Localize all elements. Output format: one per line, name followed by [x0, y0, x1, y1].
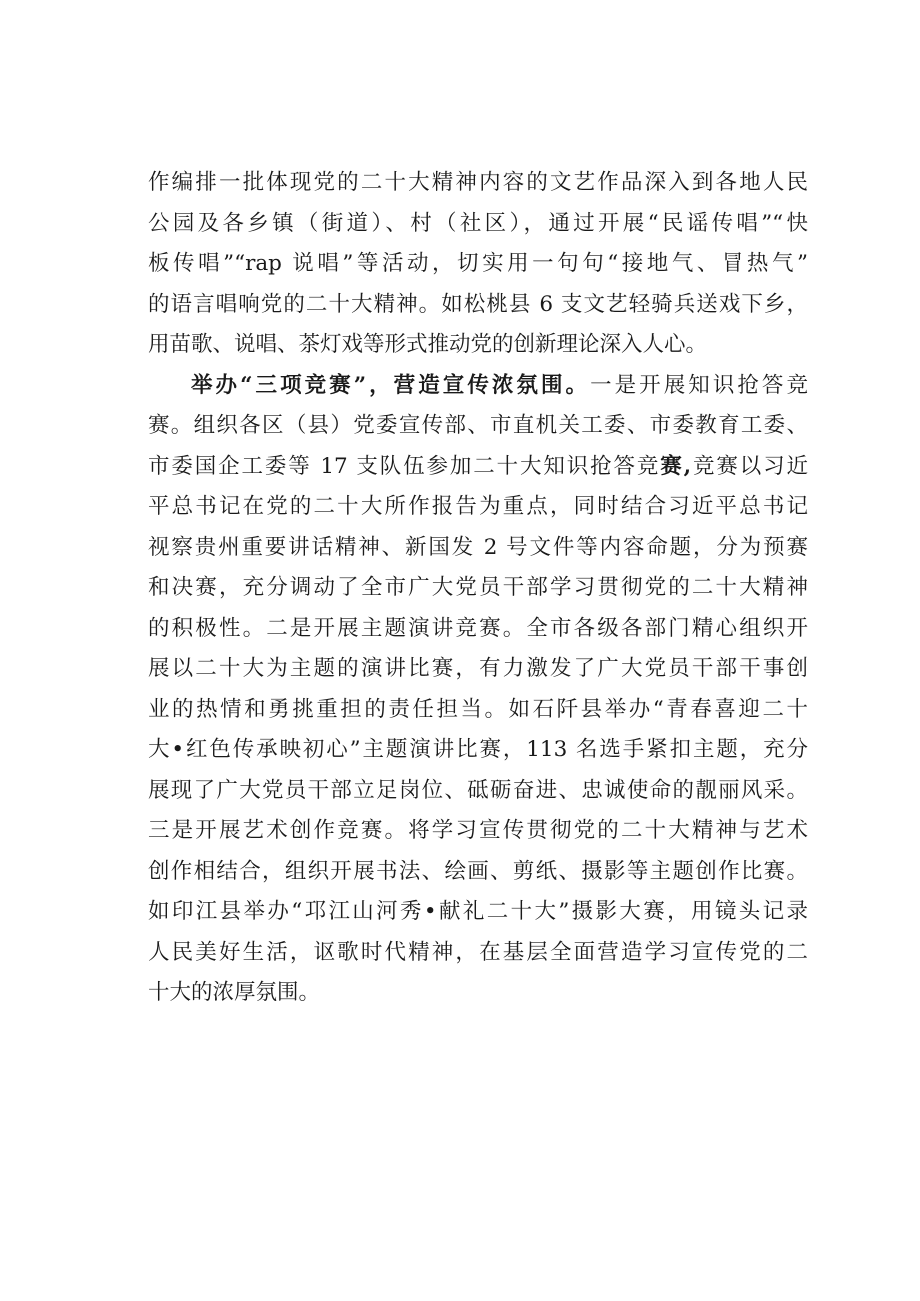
text-line: 展以二十大为主题的演讲比赛，有力激发了广大党员干部干事创	[148, 656, 808, 681]
text-line: 创作相结合，组织开展书法、绘画、剪纸、摄影等主题创作比赛。	[148, 858, 808, 884]
text-line: 平总书记在党的二十大所作报告为重点，同时结合习近平总书记	[148, 494, 808, 519]
text-line: 三是开展艺术创作竞赛。将学习宣传贯彻党的二十大精神与艺术	[148, 818, 808, 843]
text-line: 大•红色传承映初心”主题演讲比赛，113 名选手紧扣主题，充分	[148, 737, 808, 762]
text-line: 板传唱”“rap 说唱”等活动，切实用一句句“接地气、冒热气”	[148, 251, 808, 276]
paragraph-heading: 举办“三项竞赛”，营造宣传浓氛围。	[191, 372, 591, 398]
text-line-with-heading	[148, 366, 808, 407]
paragraph-art-performances	[148, 163, 808, 366]
text-line: 作编排一批体现党的二十大精神内容的文艺作品深入到各地人民	[148, 170, 808, 195]
text-segment: 竞赛以习近	[691, 453, 808, 479]
text-line: 人民美好生活，讴歌时代精神，在基层全面营造学习宣传党的二	[148, 939, 808, 965]
text-line: 的积极性。二是开展主题演讲竞赛。全市各级各部门精心组织开	[148, 615, 808, 641]
text-segment: 市委国企工委等 17 支队伍参加二十大知识抢答竞	[148, 453, 661, 479]
text-line: 的语言唱响党的二十大精神。如松桃县 6 支文艺轻骑兵送戏下乡，	[148, 291, 808, 317]
text-segment: 一是开展知识抢答竞	[590, 372, 808, 398]
text-line: 赛。组织各区（县）党委宣传部、市直机关工委、市委教育工委、	[148, 413, 808, 438]
paragraph-three-competitions	[148, 366, 808, 1014]
text-line: 和决赛，充分调动了全市广大党员干部学习贯彻党的二十大精神	[148, 575, 808, 600]
document-body	[148, 163, 808, 1014]
text-line: 视察贵州重要讲话精神、新国发 2 号文件等内容命题，分为预赛	[148, 534, 808, 560]
text-line: 用苗歌、说唱、茶灯戏等形式推动党的创新理论深入人心。	[148, 332, 708, 357]
bold-segment: 赛,	[660, 453, 692, 479]
text-line: 如印江县举办“邛江山河秀•献礼二十大”摄影大赛，用镜头记录	[148, 899, 808, 924]
text-line: 业的热情和勇挑重担的责任担当。如石阡县举办“青春喜迎二十	[148, 696, 808, 722]
text-line: 公园及各乡镇（街道）、村（社区），通过开展“民谣传唱”“快	[148, 210, 808, 236]
text-line: 展现了广大党员干部立足岗位、砥砺奋进、忠诚使命的靓丽风采。	[148, 777, 808, 803]
text-line: 十大的浓厚氛围。	[148, 980, 321, 1005]
text-line-mixed	[148, 447, 808, 488]
